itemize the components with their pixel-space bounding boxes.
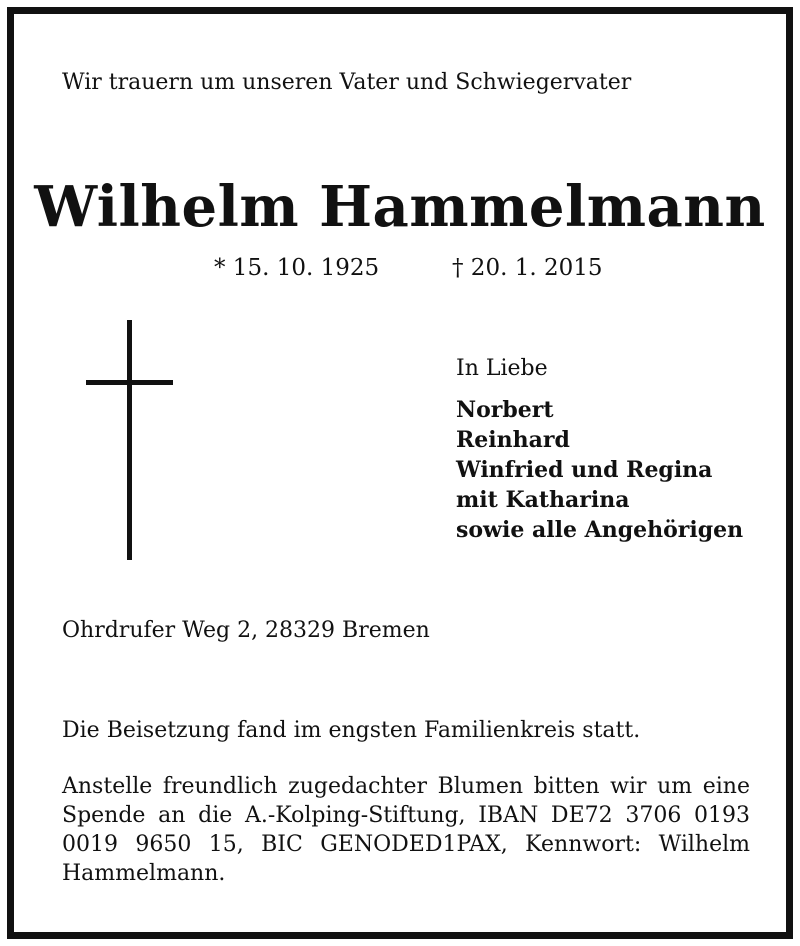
- list-item: Reinhard: [456, 427, 570, 453]
- cross-vertical-bar: [127, 320, 132, 560]
- mourners-list: [456, 395, 743, 545]
- list-item: sowie alle Angehörigen: [456, 517, 744, 543]
- list-item: mit Katharina: [456, 487, 630, 513]
- birth-date: * 15. 10. 1925: [214, 255, 380, 281]
- death-date: † 20. 1. 2015: [452, 255, 603, 281]
- family-address: Ohrdrufer Weg 2, 28329 Bremen: [62, 618, 430, 643]
- obituary-frame: [7, 7, 793, 939]
- list-item: Winfried und Regina: [456, 457, 713, 483]
- list-item: Norbert: [456, 397, 554, 423]
- mourners-intro: In Liebe: [456, 356, 548, 381]
- donation-note: Anstelle freundlich zugedachter Blumen bitten wir um eine Spende an die A.-Kolping-Stiftung, IBAN DE72 3706 0193 0019 9650 15, BIC GENODED1PAX, Kennwort: Wilhelm Hammelmann.: [62, 774, 750, 886]
- burial-note: Die Beisetzung fand im engsten Familienkreis statt.: [62, 718, 641, 743]
- intro-line: Wir trauern um unseren Vater und Schwiegervater: [62, 70, 632, 95]
- deceased-name: Wilhelm Hammelmann: [34, 174, 766, 240]
- cross-horizontal-bar: [86, 380, 173, 385]
